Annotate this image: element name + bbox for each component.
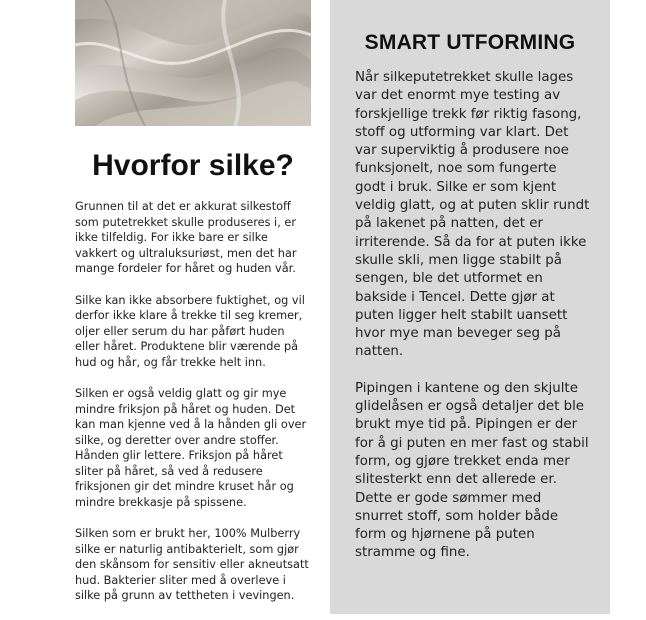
left-body: [75, 199, 311, 604]
right-paragraph: Når silkeputetrekket skulle lages var det enormt mye testing av forskjellige trekk før riktig fasong, stoff og utforming var klart. Det var superviktig å produsere noe funksjonelt, noe som fungerte godt i bruk. Silke er som kjent veldig glatt, og at puten sklir rundt på lakenet på natten, det er irriterende. Så da for at puten ikke skulle skli, men ligge stabilt på sengen, ble det utformet en bakside i Tencel. Dette gjør at puten ligger helt stabilt uansett hvor mye man beveger seg på natten.: [355, 70, 590, 360]
right-title: SMART UTFORMING: [364, 31, 576, 54]
left-paragraph: Silken er også veldig glatt og gir mye mindre friksjon på håret og huden. Det kan man kjenne ved å la hånden gli over silke, og deretter over andre stoffer. Hånden glir lettere. Friksjon på håret sliter på håret, så ved å redusere friksjonen gir det mindre kruset hår og mindre brekkasje på spissene.: [75, 387, 307, 509]
silk-fabric-photo: [75, 0, 311, 126]
left-title: Hvorfor silke?: [92, 149, 294, 182]
right-paragraph: Pipingen i kantene og den skjulte glidelåsen er også detaljer det ble brukt mye tid på. Pipingen er der for å gi puten en mer fast og stabil form, og gjøre trekket enda mer slitesterkt enn det allerede er. Dette er gode sømmer med snurret stoff, som holder både form og hjørnene på puten stramme og fine.: [355, 380, 589, 561]
left-column: [75, 126, 311, 620]
left-paragraph: Silken som er brukt her, 100% Mulberry silke er naturlig antibakterielt, som gjør den skånsom for sensitiv eller akneutsatt hud. Bakterier sliter med å overleve i silke på grunn av tettheten i vevingen.: [75, 527, 309, 602]
left-paragraph: Grunnen til at det er akkurat silkestoff som putetrekket skulle produseres i, er ikke tilfeldig. For ikke bare er silke vakkert og ultraluksuriøst, men det har mange fordeler for håret og huden vår.: [75, 200, 297, 275]
right-panel: [330, 0, 610, 614]
left-paragraph: Silke kan ikke absorbere fuktighet, og vil derfor ikke klare å trekke til seg kremer, oljer eller serum du har påført huden eller håret. Produktene blir værende på hud og hår, og får trekke helt inn.: [75, 293, 305, 369]
right-body: [355, 69, 591, 563]
